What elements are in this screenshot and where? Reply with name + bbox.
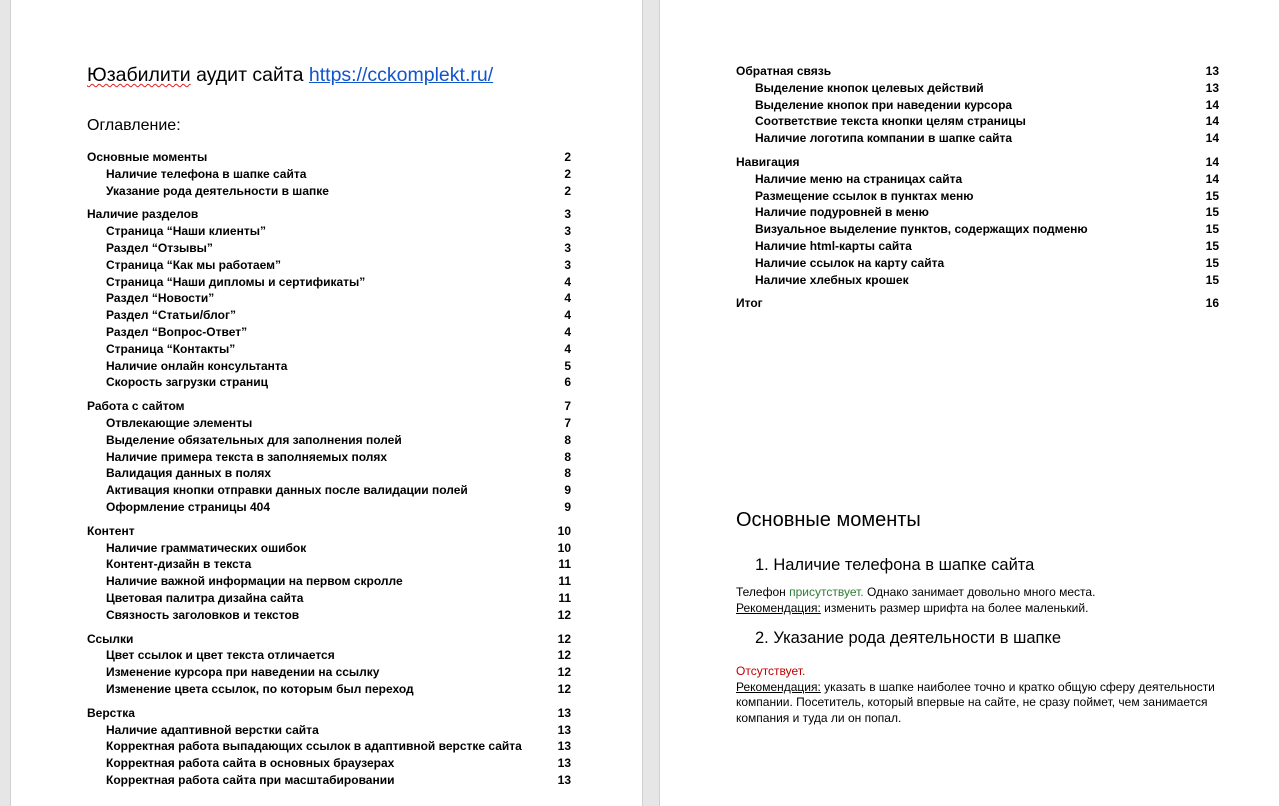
- toc-page-number: 14: [1205, 131, 1219, 146]
- toc-page-number: 8: [564, 449, 571, 464]
- toc-page-number: 3: [564, 224, 571, 239]
- toc-section-entry[interactable]: [736, 63, 1219, 80]
- document-page-left: [10, 0, 643, 806]
- toc-page-number: 10: [557, 540, 571, 555]
- toc-entry-title: Изменение курсора при наведении на ссылку: [106, 665, 380, 680]
- toc-section: [87, 149, 571, 199]
- toc-page-number: 15: [1205, 255, 1219, 270]
- toc-section-entry[interactable]: [87, 705, 571, 722]
- toc-entry-title: Корректная работа сайта в основных браузерах: [106, 756, 395, 771]
- toc-page-number: 15: [1205, 188, 1219, 203]
- toc-entry-title: Основные моменты: [87, 150, 208, 164]
- toc-subsection-entry[interactable]: [87, 240, 571, 257]
- toc-entry-title: Наличие хлебных крошек: [755, 272, 909, 287]
- toc-page-number: 12: [557, 631, 571, 646]
- toc-subsection-entry[interactable]: [87, 449, 571, 466]
- toc-page-number: 2: [564, 166, 571, 181]
- toc-entry-title: Выделение обязательных для заполнения полей: [106, 432, 402, 447]
- toc-subsection-entry[interactable]: [736, 130, 1219, 147]
- toc-page-number: 3: [564, 257, 571, 272]
- toc-page-number: 3: [564, 207, 571, 222]
- toc-page-number: 14: [1205, 114, 1219, 129]
- toc-entry-title: Работа с сайтом: [87, 399, 185, 414]
- toc-page-number: 9: [564, 499, 571, 514]
- toc-page-number: 15: [1205, 238, 1219, 253]
- toc-page-number: 14: [1205, 97, 1219, 112]
- toc-subsection-entry[interactable]: [87, 432, 571, 449]
- toc-subsection-entry[interactable]: [87, 590, 571, 607]
- toc-subsection-entry[interactable]: [736, 188, 1219, 205]
- subsection-heading-activity: 2. Указание рода деятельности в шапке: [755, 629, 1062, 647]
- toc-entry-title: Страница “Контакты”: [106, 341, 236, 356]
- toc-page-number: 15: [1205, 205, 1219, 220]
- toc-section: [87, 206, 571, 391]
- toc-page-number: 15: [1205, 222, 1219, 237]
- toc-page-number: 5: [564, 358, 571, 373]
- toc-page-number: 4: [564, 308, 571, 323]
- toc-subsection-entry[interactable]: [87, 540, 571, 557]
- toc-subsection-entry[interactable]: [736, 238, 1219, 255]
- toc-entry-title: Указание рода деятельности в шапке: [106, 183, 329, 198]
- toc-subsection-entry[interactable]: [87, 607, 571, 624]
- toc-page-number: 12: [557, 665, 571, 680]
- toc-subsection-entry[interactable]: [87, 324, 571, 341]
- toc-subsection-entry[interactable]: [87, 573, 571, 590]
- toc-subsection-entry[interactable]: [87, 465, 571, 482]
- p1-text-a: Телефон: [736, 585, 790, 599]
- toc-page-number: 11: [558, 590, 571, 605]
- toc-entry-title: Активация кнопки отправки данных после валидации полей: [106, 483, 468, 498]
- toc-page-number: 4: [564, 291, 571, 306]
- toc-section: [736, 63, 1219, 147]
- toc-section-entry[interactable]: [87, 631, 571, 648]
- toc-entry-title: Отвлекающие элементы: [106, 415, 253, 430]
- toc-page-number: 14: [1205, 154, 1219, 169]
- recommendation-label-2: Рекомендация:: [736, 679, 821, 694]
- toc-entry-title: Цвет ссылок и цвет текста отличается: [106, 648, 335, 663]
- toc-entry-title: Наличие важной информации на первом скролле: [106, 574, 403, 589]
- toc-entry-title: Страница “Наши клиенты”: [106, 224, 266, 239]
- toc-page-number: 12: [557, 648, 571, 663]
- table-of-contents-right: [736, 63, 1219, 319]
- subsection-heading-phone: 1. Наличие телефона в шапке сайта: [755, 556, 1035, 574]
- toc-page-number: 8: [564, 466, 571, 481]
- toc-page-number: 2: [564, 150, 571, 164]
- toc-entry-title: Контент-дизайн в текста: [106, 557, 252, 572]
- toc-entry-title: Корректная работа сайта при масштабировании: [106, 772, 395, 787]
- toc-section-entry[interactable]: [87, 523, 571, 540]
- toc-page-number: 13: [557, 705, 571, 720]
- toc-page-number: 13: [557, 756, 571, 771]
- toc-entry-title: Страница “Как мы работаем”: [106, 257, 282, 272]
- toc-page-number: 13: [557, 772, 571, 787]
- toc-entry-title: Изменение цвета ссылок, по которым был переход: [106, 681, 414, 696]
- toc-subsection-entry[interactable]: [87, 499, 571, 516]
- toc-entry-title: Обратная связь: [736, 64, 832, 78]
- toc-entry-title: Наличие логотипа компании в шапке сайта: [755, 131, 1013, 146]
- toc-entry-title: Цветовая палитра дизайна сайта: [106, 590, 304, 605]
- toc-entry-title: Раздел “Статьи/блог”: [106, 308, 236, 323]
- toc-heading: Оглавление:: [87, 117, 181, 134]
- toc-page-number: 13: [557, 722, 571, 737]
- toc-entry-title: Соответствие текста кнопки целям страницы: [755, 114, 1026, 129]
- toc-subsection-entry[interactable]: [87, 341, 571, 358]
- recommendation-label: Рекомендация:: [736, 600, 821, 615]
- toc-subsection-entry[interactable]: [736, 171, 1219, 188]
- toc-subsection-entry[interactable]: [87, 772, 571, 789]
- toc-section-entry[interactable]: [736, 295, 1219, 312]
- toc-entry-title: Выделение кнопок целевых действий: [755, 80, 984, 95]
- toc-subsection-entry[interactable]: [736, 97, 1219, 114]
- toc-entry-title: Итог: [736, 296, 763, 311]
- toc-page-number: 13: [557, 739, 571, 754]
- toc-page-number: 14: [1205, 171, 1219, 186]
- toc-page-number: 15: [1205, 272, 1219, 287]
- toc-subsection-entry[interactable]: [87, 274, 571, 291]
- section-heading: Основные моменты: [736, 509, 921, 531]
- toc-section-entry[interactable]: [87, 398, 571, 415]
- toc-subsection-entry[interactable]: [87, 223, 571, 240]
- toc-page-number: 4: [564, 341, 571, 356]
- toc-entry-title: Верстка: [87, 705, 135, 720]
- toc-section: [87, 398, 571, 516]
- toc-section: [736, 295, 1219, 312]
- toc-entry-title: Наличие телефона в шапке сайта: [106, 166, 307, 181]
- toc-subsection-entry[interactable]: [87, 664, 571, 681]
- toc-entry-title: Наличие грамматических ошибок: [106, 540, 307, 555]
- table-of-contents-left: [87, 149, 571, 796]
- toc-page-number: 13: [1205, 80, 1219, 95]
- toc-entry-title: Наличие html-карты сайта: [755, 238, 912, 253]
- title-word-spellcheck: Юзабилити: [87, 64, 191, 86]
- toc-subsection-entry[interactable]: [736, 255, 1219, 272]
- toc-subsection-entry[interactable]: [87, 290, 571, 307]
- toc-page-number: 2: [564, 183, 571, 198]
- document-title: [87, 64, 493, 87]
- toc-page-number: 13: [1205, 64, 1219, 78]
- toc-entry-title: Наличие адаптивной верстки сайта: [106, 722, 319, 737]
- toc-section: [87, 705, 571, 789]
- toc-subsection-entry[interactable]: [87, 257, 571, 274]
- status-present: присутствует.: [789, 585, 864, 599]
- status-absent: Отсутствует.: [736, 664, 806, 678]
- toc-entry-title: Раздел “Отзывы”: [106, 240, 213, 255]
- toc-entry-title: Наличие ссылок на карту сайта: [755, 255, 945, 270]
- toc-entry-title: Скорость загрузки страниц: [106, 375, 269, 390]
- toc-subsection-entry[interactable]: [87, 738, 571, 755]
- p1-recommendation: изменить размер шрифта на более маленький.: [820, 600, 1089, 615]
- toc-subsection-entry[interactable]: [87, 358, 571, 375]
- p1-text-b: Однако занимает довольно много места.: [863, 585, 1096, 599]
- toc-entry-title: Выделение кнопок при наведении курсора: [755, 97, 1013, 112]
- toc-page-number: 16: [1205, 296, 1219, 311]
- toc-subsection-entry[interactable]: [87, 722, 571, 739]
- toc-subsection-entry[interactable]: [87, 755, 571, 772]
- p2-recommendation: указать в шапке наиболее точно и кратко общую сферу деятельности компании. Посетитель, который впервые на сайте, не сразу поймет, чем занимается компания и туда ли он попал.: [736, 679, 1215, 725]
- toc-page-number: 4: [564, 324, 571, 339]
- toc-page-number: 11: [558, 574, 571, 589]
- toc-section-entry[interactable]: [87, 149, 571, 166]
- toc-entry-title: Визуальное выделение пунктов, содержащих подменю: [755, 222, 1088, 237]
- toc-section-entry[interactable]: [87, 206, 571, 223]
- toc-entry-title: Раздел “Новости”: [106, 291, 215, 306]
- toc-entry-title: Страница “Наши дипломы и сертификаты”: [106, 274, 366, 289]
- toc-page-number: 12: [557, 681, 571, 696]
- toc-subsection-entry[interactable]: [736, 204, 1219, 221]
- toc-entry-title: Наличие разделов: [87, 207, 199, 222]
- toc-section: [87, 523, 571, 624]
- toc-page-number: 8: [564, 432, 571, 447]
- toc-entry-title: Наличие меню на страницах сайта: [755, 171, 963, 186]
- toc-entry-title: Размещение ссылок в пунктах меню: [755, 188, 974, 203]
- toc-entry-title: Наличие подуровней в меню: [755, 205, 929, 220]
- toc-subsection-entry[interactable]: [87, 307, 571, 324]
- toc-page-number: 10: [557, 523, 571, 538]
- toc-subsection-entry[interactable]: [736, 113, 1219, 130]
- toc-subsection-entry[interactable]: [87, 374, 571, 391]
- toc-subsection-entry[interactable]: [87, 681, 571, 698]
- toc-section: [736, 154, 1219, 288]
- toc-subsection-entry[interactable]: [736, 80, 1219, 97]
- toc-entry-title: Валидация данных в полях: [106, 466, 272, 481]
- toc-subsection-entry[interactable]: [736, 221, 1219, 238]
- document-page-right: [659, 0, 1279, 806]
- toc-page-number: 9: [564, 483, 571, 498]
- toc-page-number: 11: [558, 557, 571, 572]
- toc-subsection-entry[interactable]: [87, 166, 571, 183]
- toc-subsection-entry[interactable]: [87, 183, 571, 200]
- toc-entry-title: Ссылки: [87, 631, 134, 646]
- toc-subsection-entry[interactable]: [736, 272, 1219, 289]
- title-text: аудит сайта: [190, 64, 309, 86]
- toc-entry-title: Связность заголовков и текстов: [106, 607, 300, 622]
- toc-entry-title: Наличие онлайн консультанта: [106, 358, 288, 373]
- toc-entry-title: Корректная работа выпадающих ссылок в адаптивной верстке сайта: [106, 739, 522, 754]
- toc-subsection-entry[interactable]: [87, 647, 571, 664]
- toc-page-number: 12: [557, 607, 571, 622]
- toc-entry-title: Навигация: [736, 154, 800, 169]
- toc-entry-title: Контент: [87, 523, 135, 538]
- toc-entry-title: Раздел “Вопрос-Ответ”: [106, 324, 248, 339]
- toc-section: [87, 631, 571, 698]
- toc-section-entry[interactable]: [736, 154, 1219, 171]
- toc-page-number: 6: [564, 375, 571, 390]
- toc-entry-title: Оформление страницы 404: [106, 499, 270, 514]
- site-link[interactable]: https://cckomplekt.ru/: [308, 64, 494, 86]
- toc-page-number: 3: [564, 240, 571, 255]
- paragraph-phone: [736, 585, 1226, 616]
- toc-page-number: 4: [564, 274, 571, 289]
- paragraph-activity: [736, 664, 1226, 726]
- toc-page-number: 7: [564, 399, 571, 414]
- toc-entry-title: Наличие примера текста в заполняемых полях: [106, 449, 388, 464]
- toc-subsection-entry[interactable]: [87, 482, 571, 499]
- toc-page-number: 7: [564, 415, 571, 430]
- toc-subsection-entry[interactable]: [87, 415, 571, 432]
- toc-subsection-entry[interactable]: [87, 556, 571, 573]
